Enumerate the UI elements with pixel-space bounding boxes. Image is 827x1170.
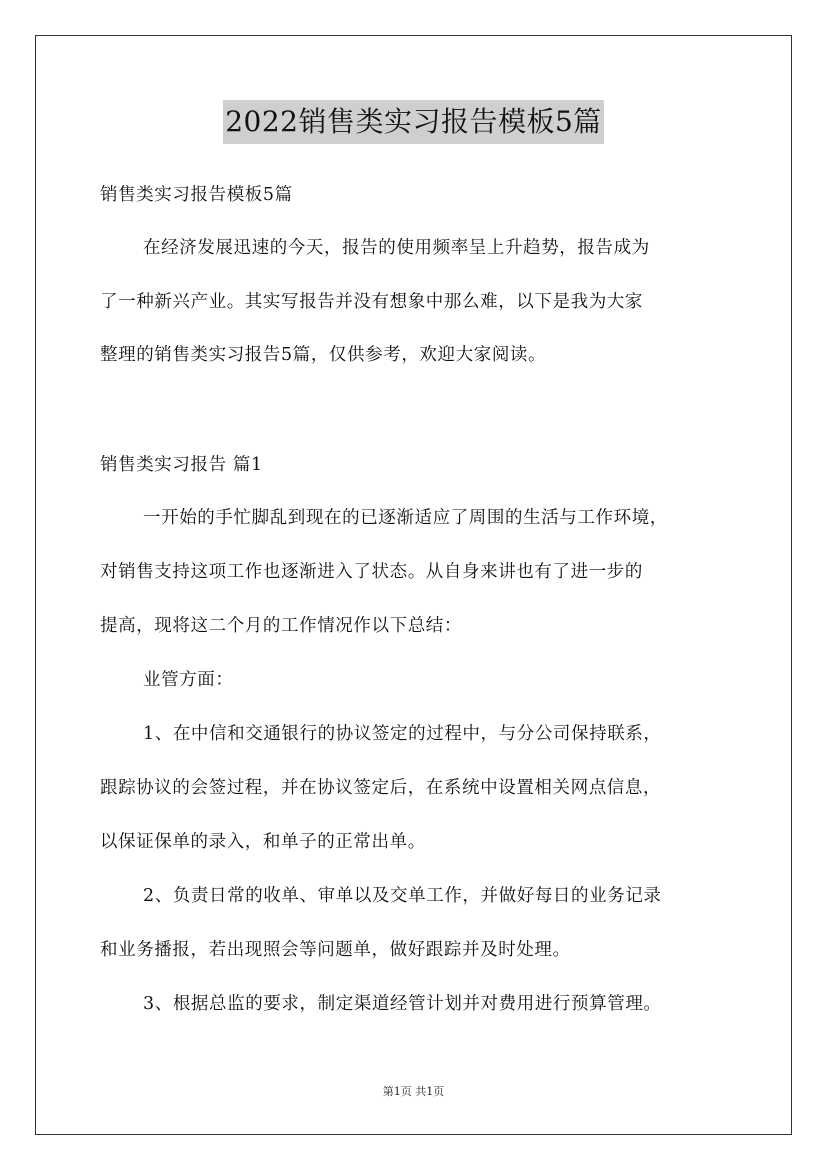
intro-line-2: 了一种新兴产业。其实写报告并没有想象中那么难，以下是我为大家 <box>100 292 643 312</box>
list-item-line: 2、负责日常的收单、审单以及交单工作，并做好每日的业务记录 <box>143 886 662 906</box>
title-container <box>0 100 827 144</box>
intro-line-1: 在经济发展迅速的今天，报告的使用频率呈上升趋势，报告成为 <box>143 238 650 258</box>
document-subtitle: 销售类实习报告模板5篇 <box>100 185 293 205</box>
paragraph-line: 提高，现将这二个月的工作情况作以下总结： <box>100 616 462 636</box>
intro-line-3: 整理的销售类实习报告5篇，仅供参考，欢迎大家阅读。 <box>100 345 547 365</box>
list-item-line: 3、根据总监的要求，制定渠道经管计划并对费用进行预算管理。 <box>143 994 662 1014</box>
section-heading: 销售类实习报告 篇1 <box>100 455 263 475</box>
list-item-line: 和业务播报，若出现照会等问题单，做好跟踪并及时处理。 <box>100 940 571 960</box>
paragraph-line: 业管方面： <box>143 670 234 690</box>
list-item-line: 1、在中信和交通银行的协议签定的过程中，与分公司保持联系， <box>143 724 662 744</box>
list-item-line: 跟踪协议的会签过程，并在协议签定后，在系统中设置相关网点信息， <box>100 778 662 798</box>
page-footer: 第1页 共1页 <box>382 1085 445 1098</box>
paragraph-line: 一开始的手忙脚乱到现在的已逐渐适应了周围的生活与工作环境， <box>143 508 668 528</box>
paragraph-line: 对销售支持这项工作也逐渐进入了状态。从自身来讲也有了进一步的 <box>100 562 643 582</box>
list-item-line: 以保证保单的录入，和单子的正常出单。 <box>100 832 426 852</box>
document-title: 2022销售类实习报告模板5篇 <box>223 100 604 144</box>
